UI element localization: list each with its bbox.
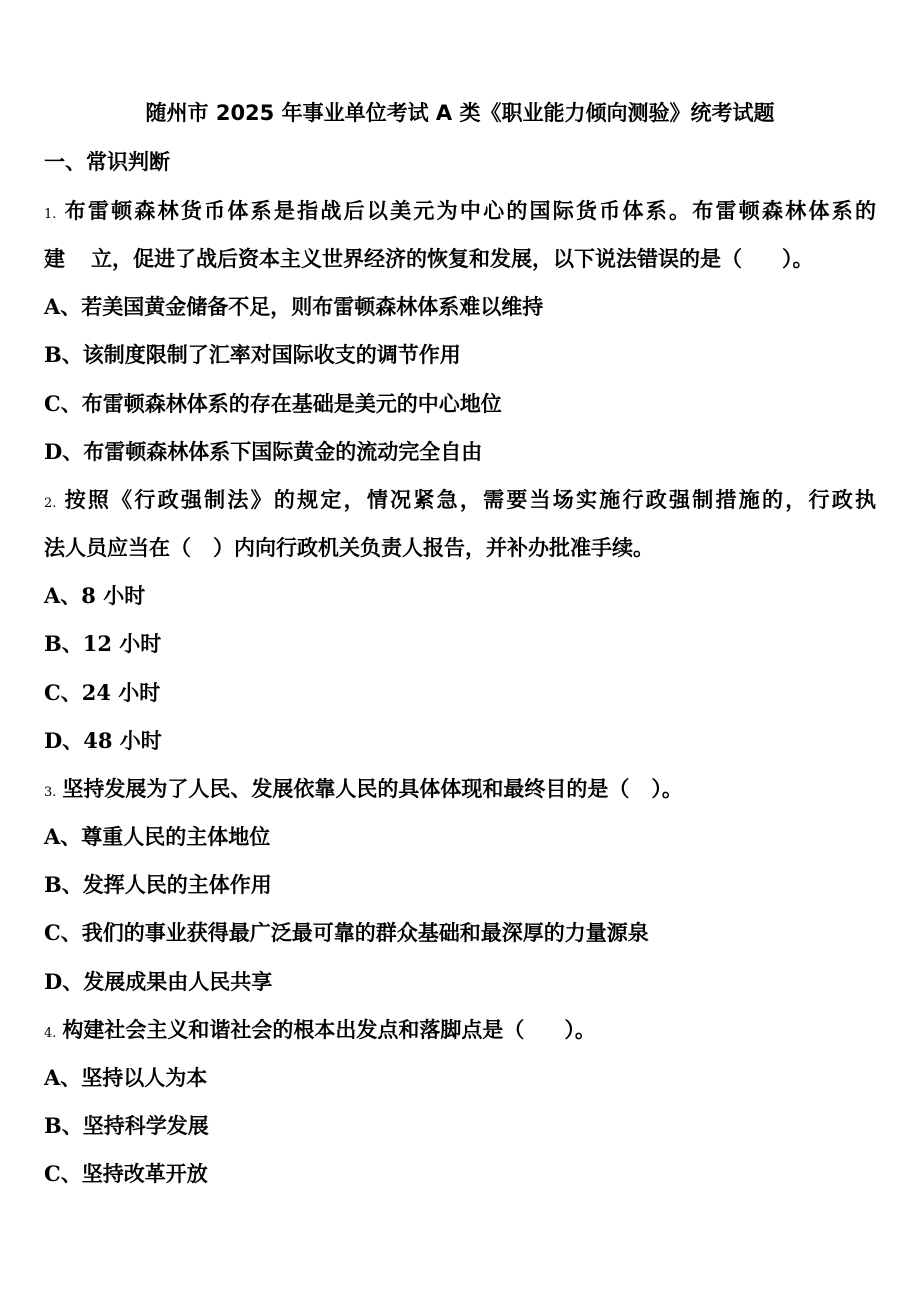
question-text: 布雷顿森林货币体系是指战后以美元为中心的国际货币体系。布雷顿森林体系的 [62, 198, 876, 223]
option-b: B、坚持科学发展 [44, 1113, 209, 1138]
option-b: B、12 小时 [44, 631, 162, 656]
question-text: ）。 [782, 246, 814, 271]
option-c: C、24 小时 [44, 680, 161, 705]
question-text: ）。 [651, 776, 683, 801]
option-c: C、我们的事业获得最广泛最可靠的群众基础和最深厚的力量源泉 [44, 920, 649, 945]
question-number: 1. [44, 207, 57, 222]
option-a: A、坚持以人为本 [44, 1065, 208, 1090]
question-text: 法人员应当在（ [44, 535, 191, 560]
question-1-line-2 [44, 244, 814, 274]
question-number: 4. [44, 1026, 57, 1041]
question-number: 3. [44, 785, 57, 800]
option-a: A、尊重人民的主体地位 [44, 824, 271, 849]
option-a: A、若美国黄金储备不足，则布雷顿森林体系难以维持 [44, 294, 544, 319]
question-2-line-2 [44, 533, 654, 563]
question-text: 按照《行政强制法》的规定，情况紧急，需要当场实施行政强制措施的，行政执 [62, 487, 876, 512]
option-d: D、布雷顿森林体系下国际黄金的流动完全自由 [44, 439, 483, 464]
question-text: 立，促进了战后资本主义世界经济的恢复和发展，以下说法错误的是（ [91, 246, 742, 271]
question-2-line-1 [44, 485, 876, 519]
question-text: ）。 [564, 1017, 596, 1042]
option-b: B、发挥人民的主体作用 [44, 872, 272, 897]
question-number: 2. [44, 496, 57, 511]
document-title: 随州市 2025 年事业单位考试 A 类《职业能力倾向测验》统考试题 [145, 101, 775, 125]
option-a: A、8 小时 [44, 583, 146, 608]
option-d: D、48 小时 [44, 728, 162, 753]
question-text: ）内向行政机关负责人报告，并补办批准手续。 [213, 535, 654, 560]
option-c: C、坚持改革开放 [44, 1161, 208, 1186]
section-heading: 一、常识判断 [44, 150, 170, 174]
question-4-line-1 [44, 1015, 596, 1049]
question-3-line-1 [44, 774, 683, 808]
question-text: 构建社会主义和谐社会的根本出发点和落脚点是（ [62, 1017, 525, 1042]
question-text: 坚持发展为了人民、发展依靠人民的具体体现和最终目的是（ [62, 776, 630, 801]
option-c: C、布雷顿森林体系的存在基础是美元的中心地位 [44, 391, 502, 416]
question-text: 建 [44, 246, 65, 271]
question-1-line-1 [44, 196, 876, 230]
option-d: D、发展成果由人民共享 [44, 969, 273, 994]
option-b: B、该制度限制了汇率对国际收支的调节作用 [44, 342, 461, 367]
